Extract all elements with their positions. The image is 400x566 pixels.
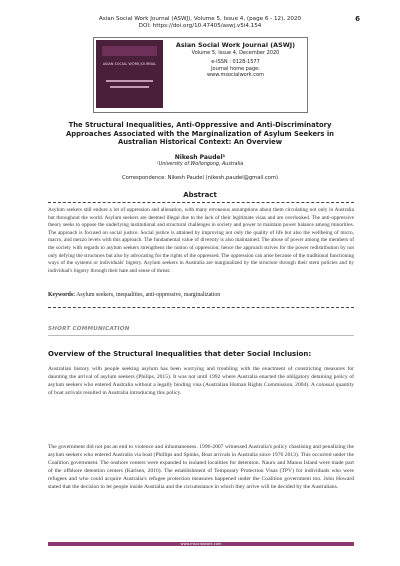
running-header-doi: DOI: https://doi.org/10.47405/aswj.v5i4.154 — [138, 23, 262, 29]
abstract-top-divider — [48, 202, 354, 203]
section-heading: Overview of the Structural Inequalities that deter Social Inclusion: — [48, 350, 312, 358]
cover-band — [102, 46, 157, 56]
correspondence: Correspondence: Nikesh Paudel (nikesh.paudel@gmail.com) — [121, 175, 279, 181]
footer-url[interactable]: www.msocialwork.com — [180, 542, 222, 546]
journal-details — [166, 41, 305, 78]
section-tag: SHORT COMMUNICATION — [48, 326, 130, 332]
abstract-heading: Abstract — [183, 191, 217, 199]
journal-info-box — [93, 37, 308, 113]
keywords — [48, 292, 354, 298]
body-paragraph: The government did not put an end to violence and inhumaneness. 1996-2007 witnessed Australia's policy chastising and penalizing the asylum seekers who entered Australia via boat (Phillips and Spinks, Boat arrivals in Australia since 1976 2013). This occurred under the Coalition government. The onshore centers were expanded to isolated localities for detention. Nauru and Manus Island were made part of the offshore detention centers (Karlsen, 2016). The establishment of Temporary Protection Visas (TPV) for individuals who were refugees and who could acquire Australia's refugee protection measures happened under the Coalition government too. John Howard stated that the decision to let people inside Australia and the circumstance in which they arrive will be decided by the Australians. — [48, 444, 354, 490]
article-author: Nikesh Paudel¹ — [174, 154, 226, 161]
author-affiliation: ¹University of Wollongong, Australia — [156, 162, 244, 167]
section-tag-rule — [48, 335, 354, 336]
running-header — [0, 16, 400, 30]
journal-name: Asian Social Work Journal (ASWJ) — [175, 41, 296, 49]
journal-homepage-link[interactable]: www.msocialwork.com — [207, 72, 264, 79]
journal-cover-image — [96, 40, 163, 108]
page-number: 6 — [355, 15, 360, 23]
cover-decoration — [106, 80, 153, 82]
abstract-bottom-divider — [48, 307, 354, 308]
journal-homepage-label: Journal home page: — [211, 66, 260, 73]
body-paragraph: Australian history with people seeking asylum has been worrying and troubling with the enactment of constricting measures for daunting the arrival of asylum seekers (Philips, 2015). It was not until 1992 where Australia enacted the obligatory detaining policy of asylum seekers who entered Australia without a legally binding visa (Australian Human Rights Commission, 2004). A colossal quantity of boat arrivals resulted in Australia introducing this policy. — [48, 366, 354, 396]
journal-volume: Volume 5, Issue 4, December 2020 — [191, 50, 280, 57]
keywords-label: Keywords: — [48, 292, 76, 298]
cover-decoration — [110, 86, 149, 88]
cover-title: ASIAN SOCIAL WORK JOURNAL — [102, 62, 157, 66]
keywords-list: Asylum seekers, inequalities, anti-oppressive, marginalization — [76, 292, 221, 298]
running-header-citation: Asian Social Work Journal (ASWJ), Volume 5, Issue 4, (page 6 - 12), 2020 — [98, 16, 302, 22]
article-title: The Structural Inequalities, Anti-Oppressive and Anti-Discriminatory Approaches Associated with the Marginalization of Asylum Seekers in Australian Historical Context: An Overview — [66, 121, 334, 147]
abstract-text: Asylum seekers still endure a lot of oppression and alienation, with many erroneous assumptions about them circulating not only in Australia but throughout the world. Asylum seekers are deemed illegal due to the lack of their legitimate visas and are overlooked. The anti-oppressive theory seeks to oppose the underlying institutional and structural challenges in society and power to maintain power balance among minorities. The approach is focused on social justice. Social justice is attained by improving not only the quality of life but also the wellbeing of micro, macro, and mezzo levels with this approach. The fundamental value of diversity is also maintained. The abuse of power among the members of the society with regards to asylum seekers strengthens the notion of oppression; hence the approach strives for the power redistribution by not only defying the structures but also by advocating for the rights of the oppressed. The oppression can arise because of the traditional functioning ways of the systems or individuals' bigotry. Asylum seekers in Australia are marginalized by the structure through their stern policies and by individual's bigotry through their hate and sense of threat. — [48, 207, 355, 274]
journal-issn: e-ISSN : 0128-1577 — [211, 58, 260, 65]
